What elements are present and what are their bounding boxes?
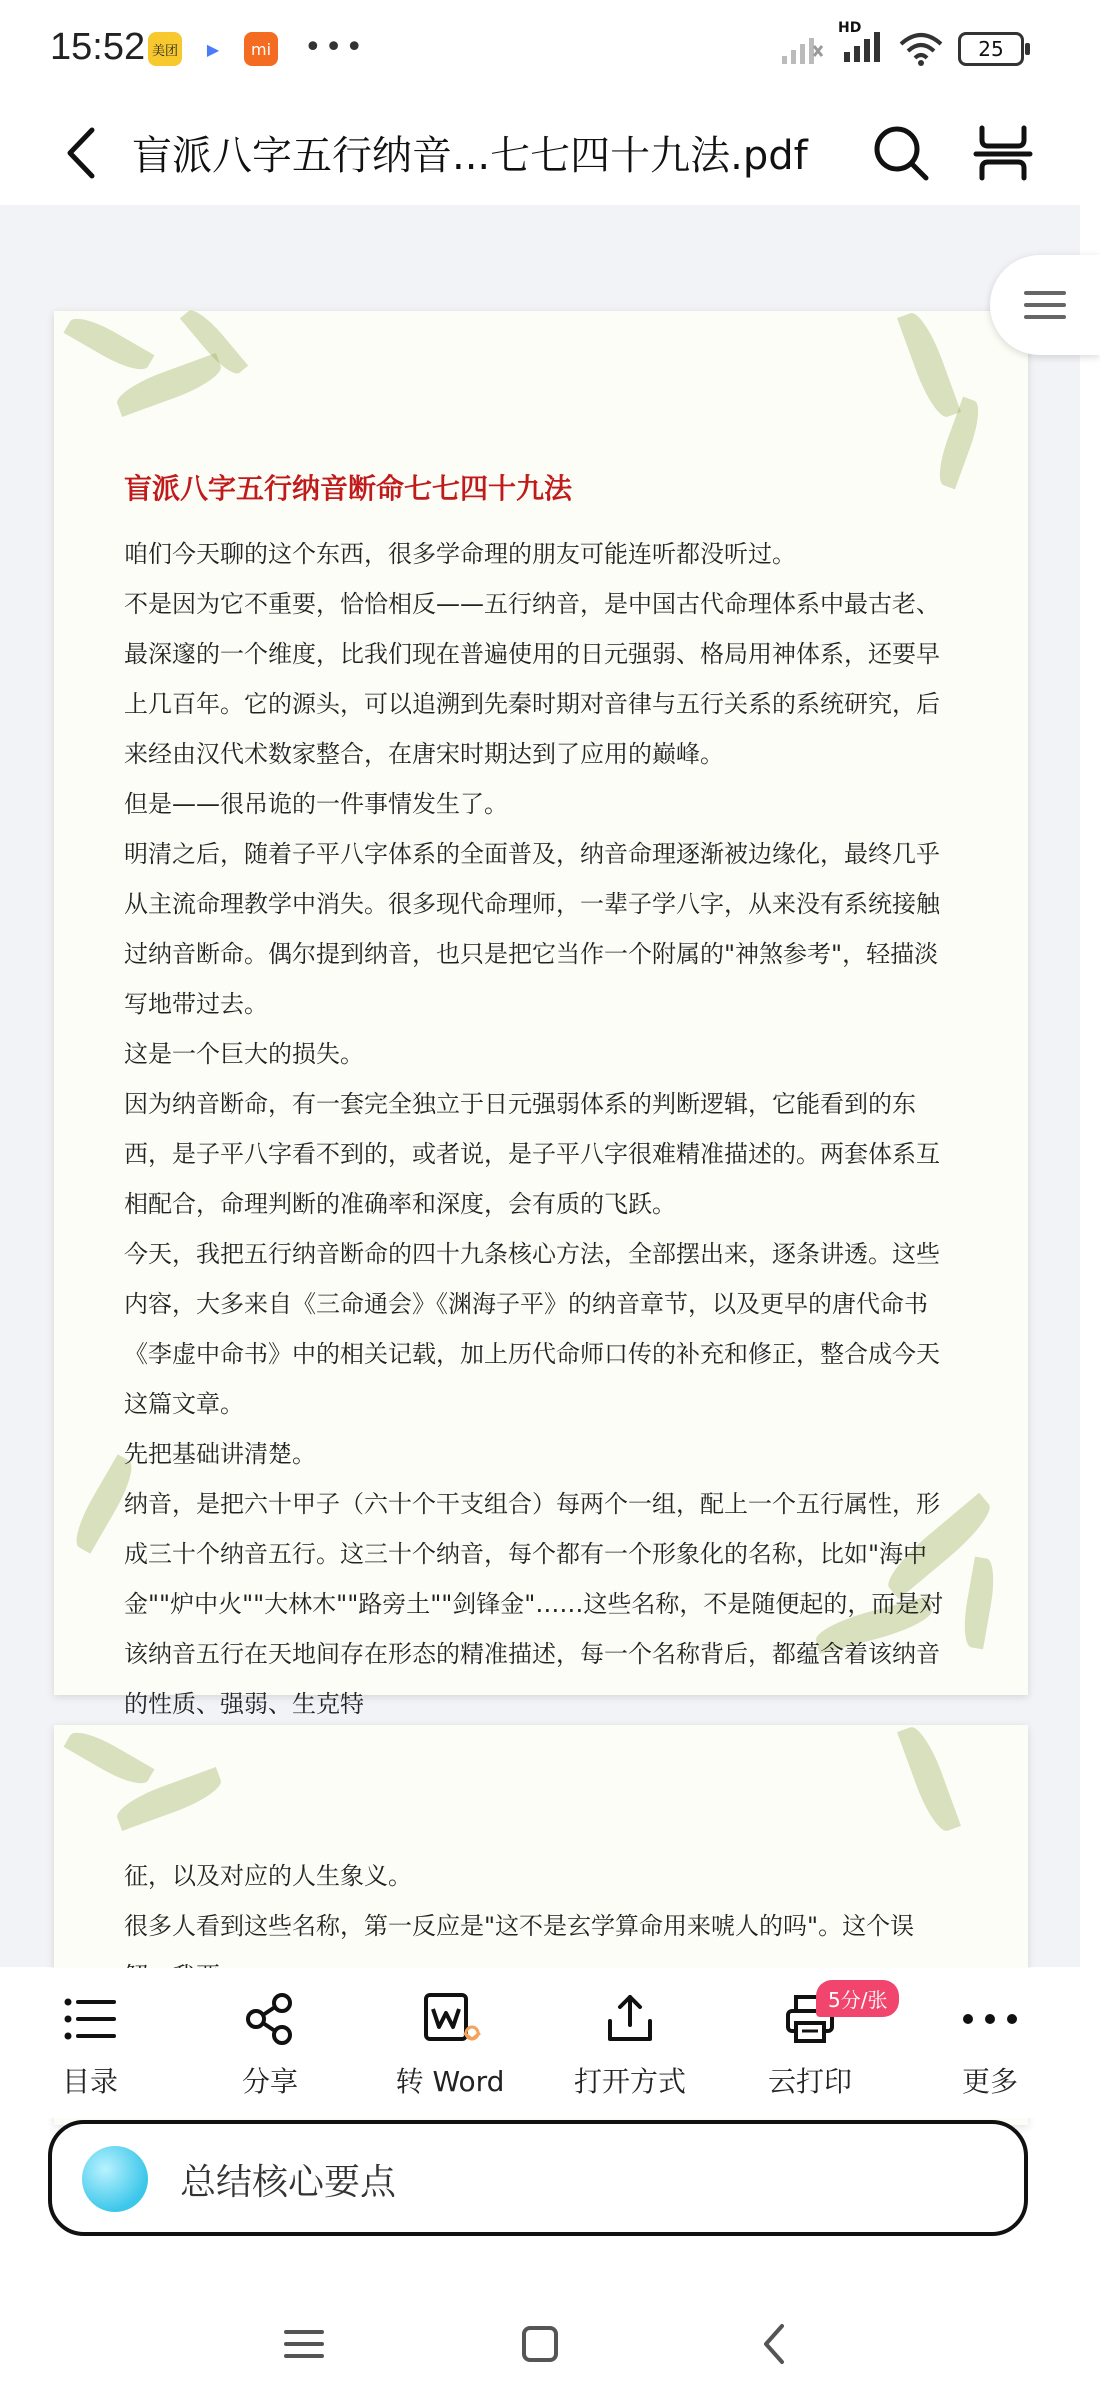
pdf-viewer[interactable] xyxy=(0,205,1080,1967)
convert-word-button[interactable] xyxy=(370,1986,530,2100)
open-with-icon xyxy=(602,1991,658,2047)
status-time: 15:52 xyxy=(50,26,146,68)
paragraph: 很多人看到这些名称，第一反应是"这不是玄学算命用来唬人的吗"。这个误 xyxy=(124,1912,915,1940)
paragraph: 这是一个巨大的损失。 xyxy=(124,1040,364,1068)
toc-button[interactable] xyxy=(10,1986,170,2100)
more-notifications-icon: ••• xyxy=(304,30,367,65)
search-icon[interactable] xyxy=(866,118,936,188)
share-icon xyxy=(242,1991,298,2047)
pdf-page-1 xyxy=(54,311,1028,1718)
back-arrow-icon[interactable] xyxy=(52,118,112,188)
ai-summary-label: 总结核心要点 xyxy=(180,2162,397,2203)
signal-off-icon xyxy=(780,32,824,66)
word-convert-icon xyxy=(420,1989,480,2049)
back-icon[interactable] xyxy=(746,2314,806,2374)
bottom-toolbar xyxy=(0,1968,1080,2118)
meituan-icon: 美团 xyxy=(148,32,182,66)
battery-icon: 25 xyxy=(958,32,1024,66)
toolbar-label: 打开方式 xyxy=(573,2065,686,2098)
toolbar-label: 分享 xyxy=(241,2065,298,2098)
ai-assistant-icon xyxy=(82,2146,148,2212)
paragraph: 征，以及对应的人生象义。 xyxy=(124,1862,412,1890)
paragraph: 不是因为它不重要，恰恰相反——五行纳音，是中国古代命理体系中最古老、最深邃的一个维度，比我们现在普遍使用的日元强弱、格局用神体系，还要早上几百年。它的源头，可以追溯到先秦时期对音律与五行关系的系统研究，后来经由汉代术数家整合，在唐宋时期达到了应用的巅峰。 xyxy=(124,590,940,768)
pdf-heading: 盲派八字五行纳音断命七七四十九法 xyxy=(124,472,573,505)
paragraph: 但是——很吊诡的一件事情发生了。 xyxy=(124,790,508,818)
mi-icon: mi xyxy=(244,32,278,66)
more-icon xyxy=(960,2009,1020,2029)
paragraph: 因为纳音断命，有一套完全独立于日元强弱体系的判断逻辑，它能看到的东西，是子平八字看不到的，或者说，是子平八字很难精准描述的。两套体系互相配合，命理判断的准确率和深度，会有质的飞跃。 xyxy=(124,1090,940,1218)
ai-summary-button[interactable] xyxy=(48,2120,1028,2236)
share-button[interactable] xyxy=(190,1986,350,2100)
paragraph: 先把基础讲清楚。 xyxy=(124,1440,316,1468)
side-menu-button[interactable] xyxy=(990,255,1100,355)
document-title: 盲派八字五行纳音...七七四十九法.pdf xyxy=(132,133,808,179)
scan-crop-icon[interactable] xyxy=(968,118,1038,188)
toolbar-label: 目录 xyxy=(61,2065,118,2098)
recents-icon[interactable] xyxy=(274,2314,334,2374)
paragraph: 纳音，是把六十甲子（六十个干支组合）每两个一组，配上一个五行属性，形成三十个纳音五行。这三十个纳音，每个都有一个形象化的名称，比如"海中金""炉中火""大林木""路旁土""剑锋金"……这些名称，不是随便起的，而是对该纳音五行在天地间存在形态的精准描述，每一个名称背后，都蕴含着该纳音的性质、强弱、生克特 xyxy=(124,1490,944,1718)
app-header xyxy=(0,100,1080,205)
toolbar-label: 云打印 xyxy=(767,2065,852,2098)
open-with-button[interactable] xyxy=(550,1986,710,2100)
home-icon[interactable] xyxy=(510,2314,570,2374)
video-app-icon: ▶ xyxy=(196,32,230,66)
toolbar-label: 更多 xyxy=(961,2065,1018,2098)
list-icon xyxy=(62,1994,118,2044)
paragraph: 今天，我把五行纳音断命的四十九条核心方法，全部摆出来，逐条讲透。这些内容，大多来自《三命通会》《渊海子平》的纳音章节，以及更早的唐代命书《李虚中命书》中的相关记载，加上历代命师口传的补充和修正，整合成今天这篇文章。 xyxy=(124,1240,940,1418)
paragraph: 咱们今天聊的这个东西，很多学命理的朋友可能连听都没听过。 xyxy=(124,540,796,568)
toolbar-label: 转 Word xyxy=(395,2065,505,2098)
paragraph: 明清之后，随着子平八字体系的全面普及，纳音命理逐渐被边缘化，最终几乎从主流命理教学中消失。很多现代命理师，一辈子学八字，从来没有系统接触过纳音断命。偶尔提到纳音，也只是把它当作一个附属的"神煞参考"，轻描淡写地带过去。 xyxy=(124,840,940,1018)
status-bar xyxy=(0,0,1080,100)
system-nav-bar xyxy=(0,2270,1080,2400)
wifi-icon xyxy=(898,32,944,66)
signal-hd-icon: HD xyxy=(838,30,884,68)
more-button[interactable] xyxy=(910,1986,1070,2100)
price-badge: 5分/张 xyxy=(816,1980,899,2017)
cloud-print-button[interactable] xyxy=(730,1986,890,2100)
menu-icon xyxy=(1022,285,1068,325)
